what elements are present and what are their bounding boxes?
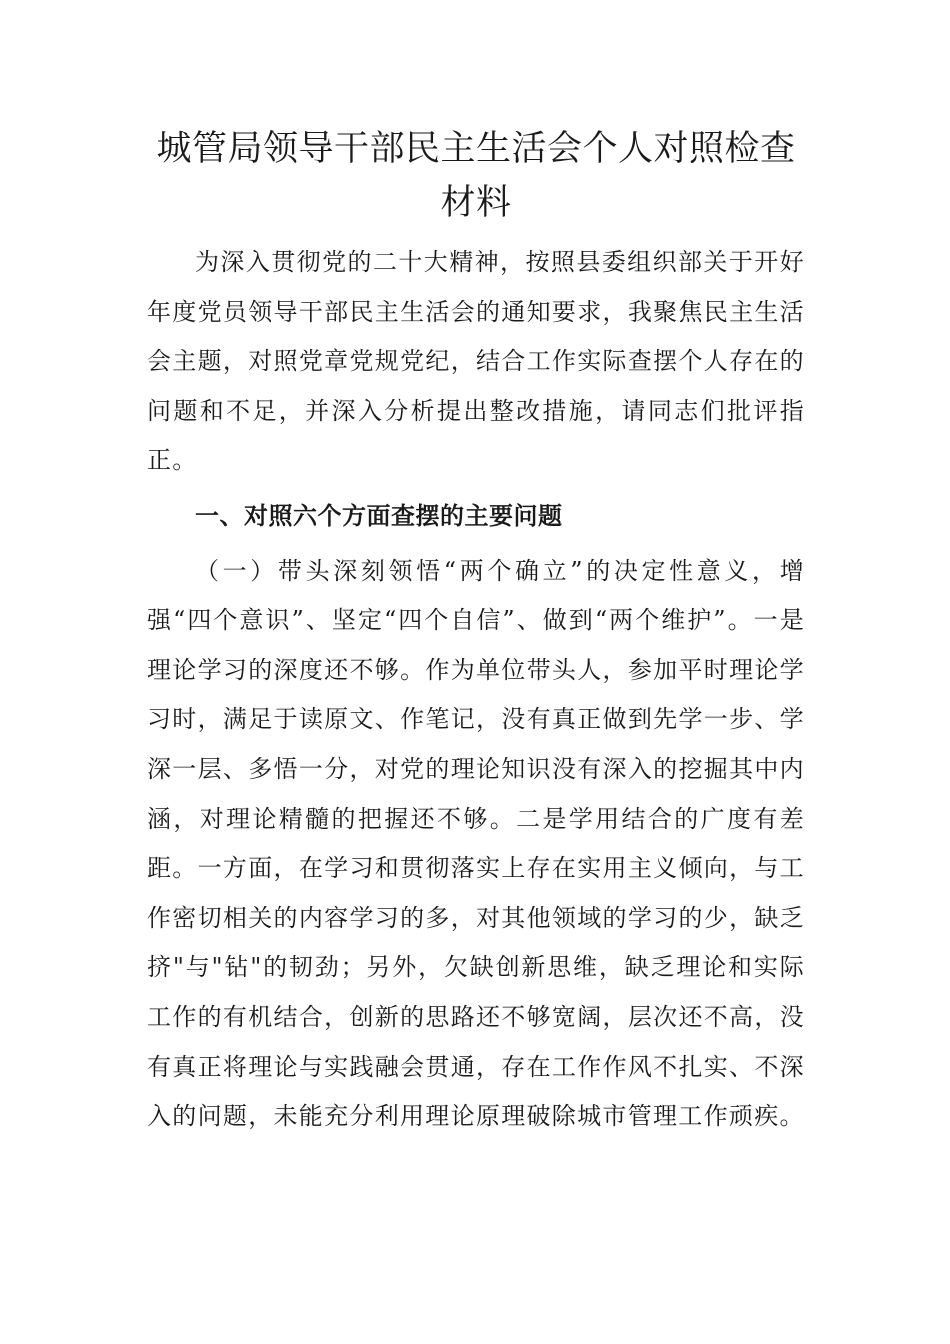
subsection-paragraph: （一）带头深刻领悟“两个确立”的决定性意义，增强“四个意识”、坚定“四个自信”、做到“两个维护”。一是理论学习的深度还不够。作为单位带头人，参加平时理论学习时，满足于读原文、作笔记，没有真正做到先学一步、学深一层、多悟一分，对党的理论知识没有深入的挖掘其中内涵，对理论精髓的把握还不够。二是学用结合的广度有差距。一方面，在学习和贯彻落实上存在实用主义倾向，与工作密切相关的内容学习的多，对其他领域的学习的少，缺乏挤"与"钻"的韧劲；另外，欠缺创新思维，缺乏理论和实际工作的有机结合，创新的思路还不够宽阔，层次还不高，没有真正将理论与实践融会贯通，存在工作作风不扎实、不深入的问题，未能充分利用理论原理破除城市管理工作顽疾。 [147, 556, 805, 1131]
section-heading: 一、对照六个方面查摆的主要问题 [195, 501, 563, 530]
document-title: 城管局领导干部民主生活会个人对照检查材料 [156, 129, 796, 223]
intro-paragraph: 为深入贯彻党的二十大精神，按照县委组织部关于开好年度党员领导干部民主生活会的通知要求，我聚焦民主生活会主题，对照党章党规党纪，结合工作实际查摆个人存在的问题和不足，并深入分析提出整改措施，请同志们批评指正。 [147, 248, 805, 475]
document-page [147, 122, 805, 1142]
